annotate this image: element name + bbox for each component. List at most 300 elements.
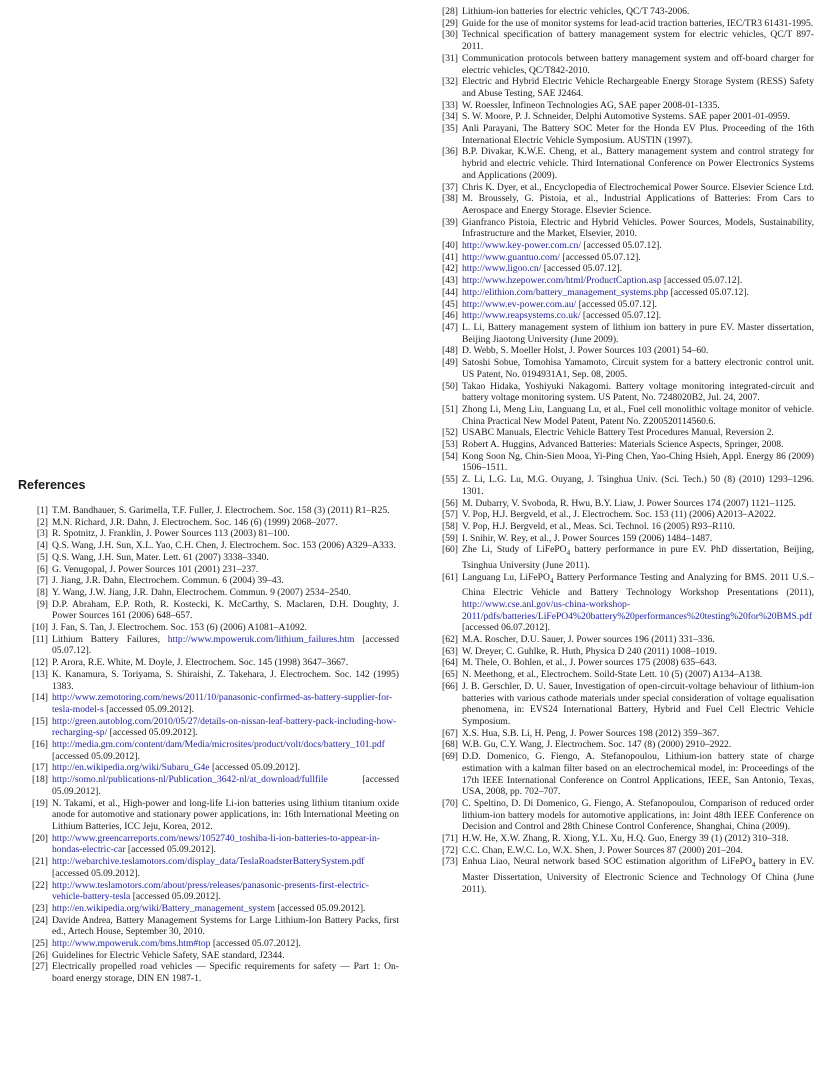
reference-number: [50] (442, 380, 458, 392)
reference-text-part: M.N. Richard, J.R. Dahn, J. Electrochem. Soc. 146 (6) (1999) 2068–2077. (52, 516, 338, 528)
reference-entry (428, 404, 814, 427)
reference-number: [20] (32, 832, 48, 844)
reference-text-part: Technical specification of battery management system for electric vehicles, QC/T 897-2011. (462, 29, 814, 53)
reference-entry (18, 856, 399, 879)
reference-text (462, 728, 814, 740)
reference-text-part: M.A. Roscher, D.U. Sauer, J. Power sources 196 (2011) 331–336. (462, 634, 715, 646)
reference-text-part: battery in EV. Master Dissertation, University of Electronic Science and Technology Of China (June 2011). (462, 856, 815, 895)
reference-number: [2] (36, 516, 48, 528)
reference-text (462, 182, 814, 194)
reference-text-part: Robert A. Huggins, Advanced Batteries: Materials Science Aspects, Springer, 2008. (462, 439, 784, 451)
reference-text-part: M. Broussely, G. Pistoia, et al., Industrial Applications of Batteries: From Cars to Aerospace and Energy Storage. Elsevier Science. (462, 193, 814, 216)
reference-number: [45] (442, 298, 458, 310)
reference-text-part: M. Thele, O. Bohlen, et al., J. Power sources 175 (2008) 635–643. (462, 657, 717, 669)
reference-entry (18, 762, 399, 774)
reference-entry (18, 599, 399, 622)
reference-text-part: [accessed 05.09.2012]. (52, 750, 140, 762)
reference-number: [34] (442, 111, 458, 123)
reference-text-part: [accessed 05.07.12]. (661, 275, 743, 287)
reference-entry (428, 287, 814, 299)
reference-entry (428, 146, 814, 181)
reference-link[interactable]: http://www.cse.anl.gov/us-china-workshop-2011/pdfs/batteries/LiFePO4%20battery%20performances%20testing%20for%20BMS.pdf (462, 598, 813, 622)
reference-entry (428, 544, 814, 571)
reference-entry (428, 182, 814, 194)
reference-link[interactable]: http://www.ev-power.com.au/ (462, 298, 577, 310)
reference-entry (428, 451, 814, 474)
reference-text-part: Lithium-ion batteries for electric vehicles, QC/T 743-2006. (462, 6, 690, 17)
reference-entry (428, 856, 814, 895)
reference-number: [12] (32, 657, 48, 669)
reference-entry (428, 669, 814, 681)
reference-text-part: N. Takami, et al., High-power and long-life Li-ion batteries using lithium titanium oxide anode for automotive and stationary power applications, in: 16th International Meeting on Lithium Batteries, ICC Jeju, Korea, 2012. (52, 797, 399, 832)
reference-number: [3] (36, 528, 48, 540)
reference-entry (428, 521, 814, 533)
reference-entry (428, 76, 814, 99)
reference-text-part: I. Snihir, W. Rey, et al., J. Power Sources 159 (2006) 1484–1487. (462, 532, 713, 544)
reference-entry (18, 739, 399, 762)
reference-entry (428, 345, 814, 357)
reference-text-part: [accessed 05.09.2012]. (52, 774, 399, 797)
reference-number: [57] (442, 509, 458, 521)
reference-number: [44] (442, 286, 458, 298)
reference-text-part: L. Li, Battery management system of lithium ion battery in pure EV. Master dissertation, Beijing Jiaotong University (June 2009). (462, 321, 814, 345)
reference-entry (428, 263, 814, 275)
reference-number: [26] (32, 949, 48, 961)
reference-text-part: Zhe Li, Study of LiFePO (462, 544, 567, 556)
reference-entry (18, 774, 399, 797)
reference-entry (428, 29, 814, 52)
reference-link[interactable]: http://www.reapsystems.co.uk/ (462, 310, 581, 322)
reference-entry (18, 517, 399, 529)
reference-text-part: Q.S. Wang, J.H. Sun, X.L. Yao, C.H. Chen, J. Electrochem. Soc. 153 (2006) A329–A333. (52, 540, 396, 552)
reference-number: [9] (36, 598, 48, 610)
reference-number: [56] (442, 497, 458, 509)
reference-number: [28] (442, 6, 458, 17)
reference-number: [42] (442, 263, 458, 275)
reference-entry (428, 498, 814, 510)
reference-text (52, 657, 399, 669)
reference-entry (18, 587, 399, 599)
reference-entry (428, 322, 814, 345)
reference-text (52, 938, 399, 950)
reference-text-part: [accessed 05.07.12]. (541, 263, 623, 275)
reference-entry (428, 474, 814, 497)
reference-number: [6] (36, 563, 48, 575)
reference-number: [43] (442, 275, 458, 287)
reference-text-part: T.M. Bandhauer, S. Garimella, T.F. Fuller, J. Electrochem. Soc. 158 (3) (2011) R1–R25. (52, 505, 390, 516)
reference-text (462, 833, 814, 845)
reference-entry (428, 634, 814, 646)
reference-number: [53] (442, 439, 458, 451)
reference-entry (18, 564, 399, 576)
reference-text (462, 6, 814, 18)
reference-number: [14] (32, 692, 48, 704)
reference-number: [59] (442, 532, 458, 544)
reference-entry (18, 505, 399, 517)
reference-link[interactable]: http://elithion.com/battery_management_systems.php (462, 286, 669, 298)
reference-number: [10] (32, 622, 48, 634)
reference-text (462, 381, 814, 404)
reference-number: [22] (32, 879, 48, 891)
reference-text (462, 451, 814, 474)
reference-text (52, 517, 399, 529)
reference-text (462, 681, 814, 728)
reference-text-part: D. Webb, S. Moeller Holst, J. Power Sources 103 (2001) 54–60. (462, 345, 709, 357)
reference-number: [55] (442, 474, 458, 486)
subscript: 4 (566, 549, 571, 558)
reference-text (462, 357, 814, 380)
reference-text (462, 310, 814, 322)
reference-text-part: [accessed 05.07.12]. (581, 240, 662, 252)
reference-text-part: USABC Manuals, Electric Vehicle Battery Test Procedures Manual, Reversion 2. (462, 427, 774, 439)
reference-link[interactable]: http://en.wikipedia.org/wiki/Subaru_G4e (52, 762, 210, 774)
reference-entry (18, 880, 399, 903)
reference-link[interactable]: http://www.mpoweruk.com/lithium_failures.htm (167, 633, 355, 645)
reference-text (462, 657, 814, 669)
reference-text-part: J. Fan, S. Tan, J. Electrochem. Soc. 153 (6) (2006) A1081–A1092. (52, 622, 307, 634)
reference-entry (428, 252, 814, 264)
reference-text-part: Anli Parayani, The Battery SOC Meter for the Honda EV Plus. Proceeding of the 16th International Electric Vehicle Symposium. AUSTIN (1997). (462, 123, 814, 146)
reference-number: [16] (32, 739, 48, 751)
reference-entry (428, 100, 814, 112)
reference-text-part: Y. Wang, J.W. Jiang, J.R. Dahn, Electrochem. Commun. 9 (2007) 2534–2540. (52, 586, 351, 598)
reference-number: [73] (442, 856, 458, 868)
reference-number: [41] (442, 251, 458, 263)
reference-number: [19] (32, 797, 48, 809)
reference-number: [52] (442, 427, 458, 439)
reference-number: [48] (442, 345, 458, 357)
reference-text (462, 100, 814, 112)
reference-text (462, 533, 814, 545)
reference-text (52, 950, 399, 962)
reference-number: [17] (32, 762, 48, 774)
reference-number: [30] (442, 29, 458, 41)
reference-text-part: Communication protocols between battery management system and off-board charger for electric vehicles, QC/T842-2010. (462, 52, 814, 76)
reference-list-left (18, 505, 399, 985)
reference-link[interactable]: http://somo.nl/publications-nl/Publication_3642-nl/at_download/fullfile (52, 774, 328, 786)
reference-number: [54] (442, 450, 458, 462)
reference-entry (18, 669, 399, 692)
reference-text-part: W. Roessler, Infineon Technologies AG, SAE paper 2008-01-1335. (462, 99, 720, 111)
reference-link[interactable]: http://www.hzepower.com/html/ProductCaption.asp (462, 275, 662, 287)
reference-entry (428, 18, 814, 30)
reference-entry (428, 833, 814, 845)
reference-text (52, 692, 399, 715)
reference-text-part: Q.S. Wang, J.H. Sun, Mater. Lett. 61 (2007) 3338–3340. (52, 551, 269, 563)
reference-entry (18, 575, 399, 587)
reference-entry (18, 938, 399, 950)
reference-text-part: V. Pop, H.J. Bergveld, et al., J. Electrochem. Soc. 153 (11) (2006) A2013–A2022. (462, 509, 776, 521)
reference-list-right (428, 6, 814, 895)
reference-text-part: [accessed 05.09.2012]. (130, 891, 221, 903)
reference-number: [21] (32, 856, 48, 868)
reference-text-part: [accessed 05.07.12]. (52, 633, 399, 657)
reference-text-part: [accessed 05.09.2012]. (107, 727, 198, 739)
reference-text-part: V. Pop, H.J. Bergveld, et al., Meas. Sci. Technol. 16 (2005) R93–R110. (462, 520, 735, 532)
reference-entry (18, 950, 399, 962)
reference-text-part: Satoshi Sobue, Tomohisa Yamamoto, Circuit system for a battery electronic control unit. US Patent, No. 0194931A1, Sep. 08, 2005. (462, 357, 814, 380)
reference-text (462, 53, 814, 76)
reference-number: [35] (442, 123, 458, 135)
reference-text-part: J. B. Gerschler, D. U. Sauer, Investigation of open-circuit-voltage behaviour of lithium-ion batteries with various cathode materials under special consideration of voltage equalisation phenomena, in: EVS24 International Battery, Hybrid and Fuel Cell Electric Vehicle Symposium. (462, 680, 814, 727)
reference-text (52, 634, 399, 657)
reference-text (462, 123, 814, 146)
reference-text (462, 76, 814, 99)
reference-link[interactable]: http://webarchive.teslamotors.com/display_data/TeslaRoadsterBatterySystem.pdf (52, 856, 365, 868)
reference-entry (428, 845, 814, 857)
reference-text (52, 540, 399, 552)
reference-text (462, 322, 814, 345)
reference-text-part: P. Arora, R.E. White, M. Doyle, J. Electrochem. Soc. 145 (1998) 3647–3667. (52, 657, 349, 669)
reference-text-part: D.D. Domenico, G. Fiengo, A. Stefanopoulou, Lithium-ion battery state of charge estimation with a kalman filter based on an electrochemical model, in: Proceedings of the 17th IEEE International Conference on Control Applications, IEEE, San Antonio, Texas, USA, 2008, pp. 702–707. (462, 751, 814, 798)
reference-entry (428, 509, 814, 521)
reference-number: [68] (442, 739, 458, 751)
reference-text (52, 833, 399, 856)
reference-link[interactable]: http://www.mpoweruk.com/bms.htm#top (52, 938, 211, 950)
reference-text-part: Enhua Liao, Neural network based SOC estimation algorithm of LiFePO (462, 856, 752, 868)
reference-text-part: Battery Performance Testing and Analyzing for BMS. 2011 U.S.–China Electric Vehicle and Battery Technology Workshop Presentations (2011), (462, 571, 814, 599)
reference-text-part: Chris K. Dyer, et al., Encyclopedia of Electrochemical Power Source. Elsevier Science Ltd. (462, 181, 814, 193)
reference-link[interactable]: http://www.zemotoring.com/news/2011/10/panasonic-confirmed-as-battery-supplier-for-tesla-model-s (52, 692, 393, 715)
reference-entry (18, 552, 399, 564)
reference-text (462, 240, 814, 252)
reference-number: [32] (442, 76, 458, 88)
reference-text (462, 345, 814, 357)
reference-link[interactable]: http://www.teslamotors.com/about/press/releases/panasonic-presents-first-electric-vehicle-battery-tesla (52, 879, 369, 903)
reference-entry (428, 240, 814, 252)
reference-text-part: S. W. Moore, P. J. Schneider, Delphi Automotive Systems. SAE paper 2001-01-0959. (462, 111, 790, 123)
reference-text (462, 634, 814, 646)
reference-text-part: battery performance in pure EV. PhD dissertation, Beijing, Tsinghua University (June 2011). (462, 544, 814, 571)
reference-text-part: Kong Soon Ng, Chin-Sien Mooa, Yi-Ping Chen, Yao-Ching Hsieh, Appl. Energy 86 (2009) 1506–1511. (462, 450, 814, 474)
reference-entry (428, 681, 814, 728)
reference-entry (428, 427, 814, 439)
reference-text-part: [accessed 06.07.2012]. (462, 622, 550, 634)
reference-text (462, 646, 814, 658)
reference-text (462, 509, 814, 521)
reference-text-part: X.S. Hua, S.B. Li, H. Peng, J. Power Sources 198 (2012) 359–367. (462, 727, 720, 739)
reference-number: [71] (442, 833, 458, 845)
reference-text-part: [accessed 05.07.12]. (576, 298, 657, 310)
reference-text (462, 263, 814, 275)
reference-text (52, 856, 399, 879)
reference-text-part: W.B. Gu, C.Y. Wang, J. Electrochem. Soc. 147 (8) (2000) 2910–2922. (462, 739, 732, 751)
reference-number: [51] (442, 403, 458, 415)
reference-text-part: [accessed 05.09.2012]. (275, 902, 366, 914)
reference-text-part: Guide for the use of monitor systems for lead-acid traction batteries, IEC/TR3 61431-1995. (462, 17, 814, 29)
reference-number: [37] (442, 181, 458, 193)
reference-text-part: M. Dubarry, V. Svoboda, R. Hwu, B.Y. Liaw, J. Power Sources 174 (2007) 1121–1125. (462, 497, 796, 509)
reference-text (52, 739, 399, 762)
reference-text (462, 252, 814, 264)
reference-link[interactable]: http://www.greencarreports.com/news/1052740_toshiba-li-ion-batteries-to-appear-in-hondas-electric-car (52, 832, 380, 856)
references-left-column (18, 478, 399, 985)
references-heading: References (18, 478, 86, 492)
reference-text-part: N. Meethong, et al., Electrochem. Soild-State Lett. 10 (5) (2007) A134–A138. (462, 669, 763, 681)
reference-number: [8] (36, 586, 48, 598)
reference-number: [1] (36, 505, 48, 516)
reference-link[interactable]: http://en.wikipedia.org/wiki/Battery_management_system (52, 902, 276, 914)
reference-text-part: Electrically propelled road vehicles — Specific requirements for safety — Part 1: On-board energy storage, DIN EN 1987-1. (52, 961, 399, 985)
reference-text-part: K. Kanamura, S. Toriyama, S. Shiraishi, Z. Takehara, J. Electrochem. Soc. 142 (1995) 1383. (52, 668, 399, 692)
reference-entry (428, 310, 814, 322)
reference-entry (18, 528, 399, 540)
reference-text-part: [accessed 05.09.2012]. (52, 867, 140, 879)
reference-link[interactable]: http://green.autoblog.com/2010/05/27/details-on-nissan-leaf-battery-pack-including-how-recharging-sp/ (52, 715, 397, 739)
reference-number: [15] (32, 715, 48, 727)
reference-number: [5] (36, 551, 48, 563)
reference-entry (428, 217, 814, 240)
reference-text (462, 439, 814, 451)
reference-text-part: [accessed 05.07.12]. (580, 310, 662, 322)
reference-entry (428, 798, 814, 833)
reference-text-part: J. Jiang, J.R. Dahn, Electrochem. Commun. 6 (2004) 39–43. (52, 575, 284, 587)
reference-entry (18, 634, 399, 657)
reference-entry (428, 728, 814, 740)
reference-text (52, 505, 399, 517)
reference-text (52, 599, 399, 622)
reference-text-part: [accessed 05.09.2012]. (125, 844, 216, 856)
reference-text-part: Zhong Li, Meng Liu, Languang Lu, et al., Fuel cell monolithic voltage monitor of vehicle. China Practical New Model Patent, Patent No. Z200520114560.6. (462, 403, 814, 427)
reference-text (462, 275, 814, 287)
reference-text (462, 193, 814, 216)
reference-link[interactable]: http://www.ligoo.cn/ (462, 263, 542, 275)
reference-text-part: D.P. Abraham, E.P. Roth, R. Kostecki, K. McCarthy, S. Maclaren, D.H. Doughty, J. Power Sources 161 (2006) 648–657. (52, 598, 399, 622)
reference-entry (18, 657, 399, 669)
reference-number: [33] (442, 99, 458, 111)
reference-text (462, 739, 814, 751)
reference-entry (428, 357, 814, 380)
reference-text (462, 544, 814, 571)
reference-number: [67] (442, 727, 458, 739)
subscript: 4 (549, 576, 554, 585)
reference-text-part: G. Venugopal, J. Power Sources 101 (2001) 231–237. (52, 563, 259, 575)
reference-number: [58] (442, 520, 458, 532)
reference-text (52, 903, 399, 915)
reference-text-part: R. Spotnitz, J. Franklin, J. Power Sources 113 (2003) 81–100. (52, 528, 290, 540)
reference-entry (428, 751, 814, 798)
reference-entry (18, 692, 399, 715)
reference-entry (428, 739, 814, 751)
reference-number: [49] (442, 357, 458, 369)
reference-text-part: Electric and Hybrid Electric Vehicle Rechargeable Energy Storage System (RESS) Safety and Abuse Testing, SAE J2464. (462, 76, 814, 99)
reference-text (52, 716, 399, 739)
reference-entry (428, 299, 814, 311)
reference-text-part: Takao Hidaka, Yoshiyuki Nakagomi. Battery voltage monitoring integrated-circuit and battery voltage monitoring system. US Patent, No. 7248020B2, Jul. 24, 2007. (462, 380, 814, 404)
reference-number: [38] (442, 193, 458, 205)
reference-text (52, 774, 399, 797)
reference-text-part: [accessed 05.09.2012]. (209, 762, 300, 774)
reference-text (52, 587, 399, 599)
reference-text (52, 669, 399, 692)
reference-entry (428, 533, 814, 545)
reference-link[interactable]: http://www.key-power.com.cn/ (462, 240, 582, 252)
reference-entry (18, 716, 399, 739)
reference-text-part: C.C. Chan, E.W.C. Lo, W.X. Shen, J. Power Sources 87 (2000) 201–204. (462, 844, 743, 856)
reference-number: [25] (32, 938, 48, 950)
reference-text (52, 552, 399, 564)
reference-entry (18, 961, 399, 984)
reference-number: [39] (442, 216, 458, 228)
reference-number: [66] (442, 680, 458, 692)
reference-text-part: B.P. Divakar, K.W.E. Cheng, et al., Battery management system and control strategy for hybrid and electric vehicle. Third International Conference on Power Electronics Systems and Applications (2009). (462, 146, 814, 181)
reference-text (462, 669, 814, 681)
reference-number: [24] (32, 914, 48, 926)
reference-number: [11] (32, 633, 48, 645)
reference-number: [4] (36, 540, 48, 552)
reference-number: [36] (442, 146, 458, 158)
reference-text (462, 111, 814, 123)
reference-number: [64] (442, 657, 458, 669)
reference-text (52, 762, 399, 774)
reference-number: [46] (442, 310, 458, 322)
reference-link[interactable]: http://media.gm.com/content/dam/Media/microsites/product/volt/docs/battery_101.pdf (52, 739, 385, 751)
reference-text (52, 622, 399, 634)
reference-text (462, 856, 814, 895)
reference-text-part: [accessed 05.07.2012]. (210, 938, 301, 950)
reference-text (52, 575, 399, 587)
reference-number: [65] (442, 669, 458, 681)
references-right-column (428, 6, 814, 895)
reference-link[interactable]: http://www.guantuo.com/ (462, 251, 560, 263)
reference-text-part: Guidelines for Electric Vehicle Safety, SAE standard, J2344. (52, 949, 285, 961)
reference-number: [69] (442, 751, 458, 763)
reference-text-part: Gianfranco Pistoia, Electric and Hybrid Vehicles. Power Sources, Models, Sustainability, Infrastructure and the Market, Elsevier, 2010. (462, 216, 814, 240)
reference-number: [18] (32, 774, 48, 786)
reference-entry (428, 275, 814, 287)
reference-text (462, 572, 814, 634)
reference-text (462, 217, 814, 240)
reference-text (462, 287, 814, 299)
reference-text (462, 18, 814, 30)
reference-text (462, 498, 814, 510)
reference-number: [70] (442, 797, 458, 809)
reference-entry (428, 646, 814, 658)
reference-number: [60] (442, 544, 458, 556)
reference-text (462, 798, 814, 833)
reference-text (462, 521, 814, 533)
reference-text-part: Z. Li, L.G. Lu, M.G. Ouyang, J. Tsinghua Univ. (Sci. Tech.) 50 (8) (2010) 1293–1296. 1301. (462, 474, 814, 497)
reference-entry (428, 572, 814, 634)
reference-entry (18, 622, 399, 634)
reference-number: [23] (32, 902, 48, 914)
reference-text-part: [accessed 05.07.12]. (559, 251, 641, 263)
reference-text-part: W. Dreyer, C. Guhlke, R. Huth, Physica D 240 (2011) 1008–1019. (462, 645, 717, 657)
reference-text-part: Languang Lu, LiFePO (462, 571, 550, 583)
reference-text (462, 299, 814, 311)
reference-entry (428, 6, 814, 18)
reference-number: [47] (442, 321, 458, 333)
reference-text-part: Lithium Battery Failures, (52, 633, 168, 645)
reference-text (52, 564, 399, 576)
reference-text-part: [accessed 05.09.2012]. (103, 703, 194, 715)
reference-entry (18, 798, 399, 833)
reference-text (462, 474, 814, 497)
reference-entry (18, 540, 399, 552)
reference-number: [31] (442, 52, 458, 64)
reference-text (462, 29, 814, 52)
reference-text (462, 404, 814, 427)
reference-number: [13] (32, 668, 48, 680)
reference-entry (428, 53, 814, 76)
reference-text-part: Davide Andrea, Battery Management Systems for Large Lithium-Ion Battery Packs, first ed., Artech House, September 30, 2010. (52, 914, 399, 938)
reference-text (52, 915, 399, 938)
reference-text (52, 798, 399, 833)
reference-text-part: [accessed 05.07.12]. (668, 286, 749, 298)
reference-text (462, 146, 814, 181)
reference-text (462, 845, 814, 857)
reference-text-part: C. Speltino, D. Di Domenico, G. Fiengo, A. Stefanopoulou, Comparison of reduced order lithium-ion battery models for automotive applications, in: Joint 48th IEEE Conference on Decision and Control and 28th Chinese Control Conference, Shanghai, China (2009). (462, 797, 814, 833)
